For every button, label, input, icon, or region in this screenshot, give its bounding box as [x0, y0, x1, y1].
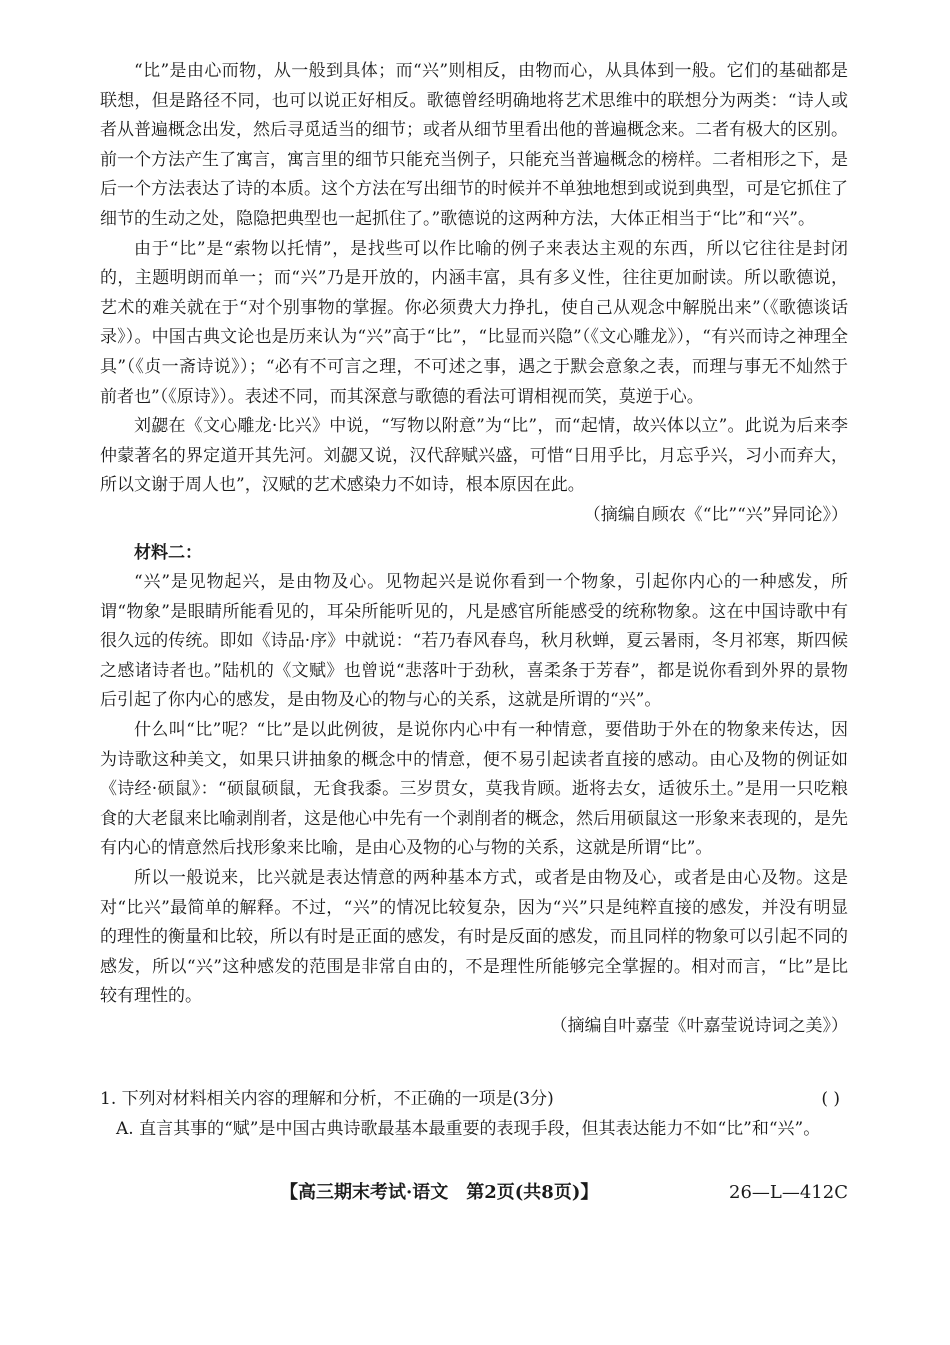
material1-source: （摘编自顾农《“比”“兴”异同论》） — [583, 504, 848, 525]
footer-title: 【高三期末考试·语文 第2页(共8页)】 — [280, 1182, 599, 1203]
material2-paragraph-2: 什么叫“比”呢？“比”是以此例彼，是说你内心中有一种情意，要借助于外在的物象来传达，因为诗歌这种美文，如果只讲抽象的概念中的情意，便不易引起读者直接的感动。由心及物的例证如《诗经·硕鼠》：“硕鼠硕鼠，无食我黍。三岁贯女，莫我肯顾。逝将去女，适彼乐土。”是用一只吃粮食的大老鼠来比喻剥削者，这是他心中先有一个剥削者的概念，然后用硕鼠这一形象来表现的，是先有内心的情意然后找形象来比喻，是由心及物的心与物的关系，这就是所谓“比”。 — [100, 720, 848, 859]
question-1 — [100, 1084, 848, 1144]
reading-passage — [100, 57, 848, 1042]
material2-paragraph-3: 所以一般说来，比兴就是表达情意的两种基本方式，或者是由物及心，或者是由心及物。这是对“比兴”最简单的解释。不过，“兴”的情况比较复杂，因为“兴”只是纯粹直接的感发，并没有明显的理性的衡量和比较，所以有时是正面的感发，有时是反面的感发，而且同样的物象可以引起不同的感发，所以“兴”这种感发的范围是非常自由的，不是理性所能够完全掌握的。相对而言，“比”是比较有理性的。 — [100, 868, 848, 1007]
material2-source: （摘编自叶嘉莹《叶嘉莹说诗词之美》） — [550, 1016, 848, 1036]
material1-paragraph-3: 刘勰在《文心雕龙·比兴》中说，“写物以附意”为“比”，而“起情，故兴体以立”。此说为后来李仲蒙著名的界定道开其先河。刘勰又说，汉代辞赋兴盛，可惜“日用乎比，月忘乎兴，习小而弃大，所以文谢于周人也”，汉赋的艺术感染力不如诗，根本原因在此。 — [100, 416, 848, 496]
question-1-stem-row — [100, 1084, 848, 1114]
material1-paragraph-1: “比”是由心而物，从一般到具体；而“兴”则相反，由物而心，从具体到一般。它们的基础都是联想，但是路径不同，也可以说正好相反。歌德曾经明确地将艺术思维中的联想分为两类：“诗人或者从普遍概念出发，然后寻觅适当的细节；或者从细节里看出他的普遍概念来。二者有极大的区别。前一个方法产生了寓言，寓言里的细节只能充当例子，只能充当普遍概念的榜样。二者相形之下，是后一个方法表达了诗的本质。这个方法在写出细节的时候并不单独地想到或说到典型，可是它抓住了细节的生动之处，隐隐把典型也一起抓住了。”歌德说的这两种方法，大体正相当于“比”和“兴”。 — [100, 61, 848, 229]
answer-bracket[interactable]: ( ) — [821, 1089, 840, 1109]
material1-paragraph-2: 由于“比”是“索物以托情”，是找些可以作比喻的例子来表达主观的东西，所以它往往是封闭的，主题明朗而单一；而“兴”乃是开放的，内涵丰富，具有多义性，往往更加耐读。所以歌德说，艺术的难关就在于“对个别事物的掌握。你必须费大力挣扎，使自己从观念中解脱出来”（《歌德谈话录》）。中国古典文论也是历来认为“兴”高于“比”，“比显而兴隐”（《文心雕龙》），“有兴而诗之神理全具”（《贞一斋诗说》）；“必有不可言之理，不可述之事，遇之于默会意象之表，而理与事无不灿然于前者也”（《原诗》）。表述不同，而其深意与歌德的看法可谓相视而笑，莫逆于心。 — [100, 238, 848, 407]
material2-heading: 材料二： — [134, 542, 202, 563]
question-1-option-a[interactable]: A. 直言其事的“赋”是中国古典诗歌最基本最重要的表现手段，但其表达能力不如“比”和“兴”。 — [116, 1119, 821, 1139]
material2-paragraph-1: “兴”是见物起兴，是由物及心。见物起兴是说你看到一个物象，引起你内心的一种感发，所谓“物象”是眼睛所能看见的，耳朵所能听见的，凡是感官所能感受的统称物象。这在中国诗歌中有很久远的传统。即如《诗品·序》中就说：“若乃春风春鸟，秋月秋蝉，夏云暑雨，冬月祁寒，斯四候之感诸诗者也。”陆机的《文赋》也曾说“悲落叶于劲秋，喜柔条于芳春”，都是说你看到外界的景物后引起了你内心的感发，是由物及心的物与心的关系，这就是所谓的“兴”。 — [100, 572, 848, 711]
question-1-stem: 1. 下列对材料相关内容的理解和分析，不正确的一项是(3分) — [100, 1089, 554, 1109]
footer-code: 26—L—412C — [729, 1182, 848, 1203]
